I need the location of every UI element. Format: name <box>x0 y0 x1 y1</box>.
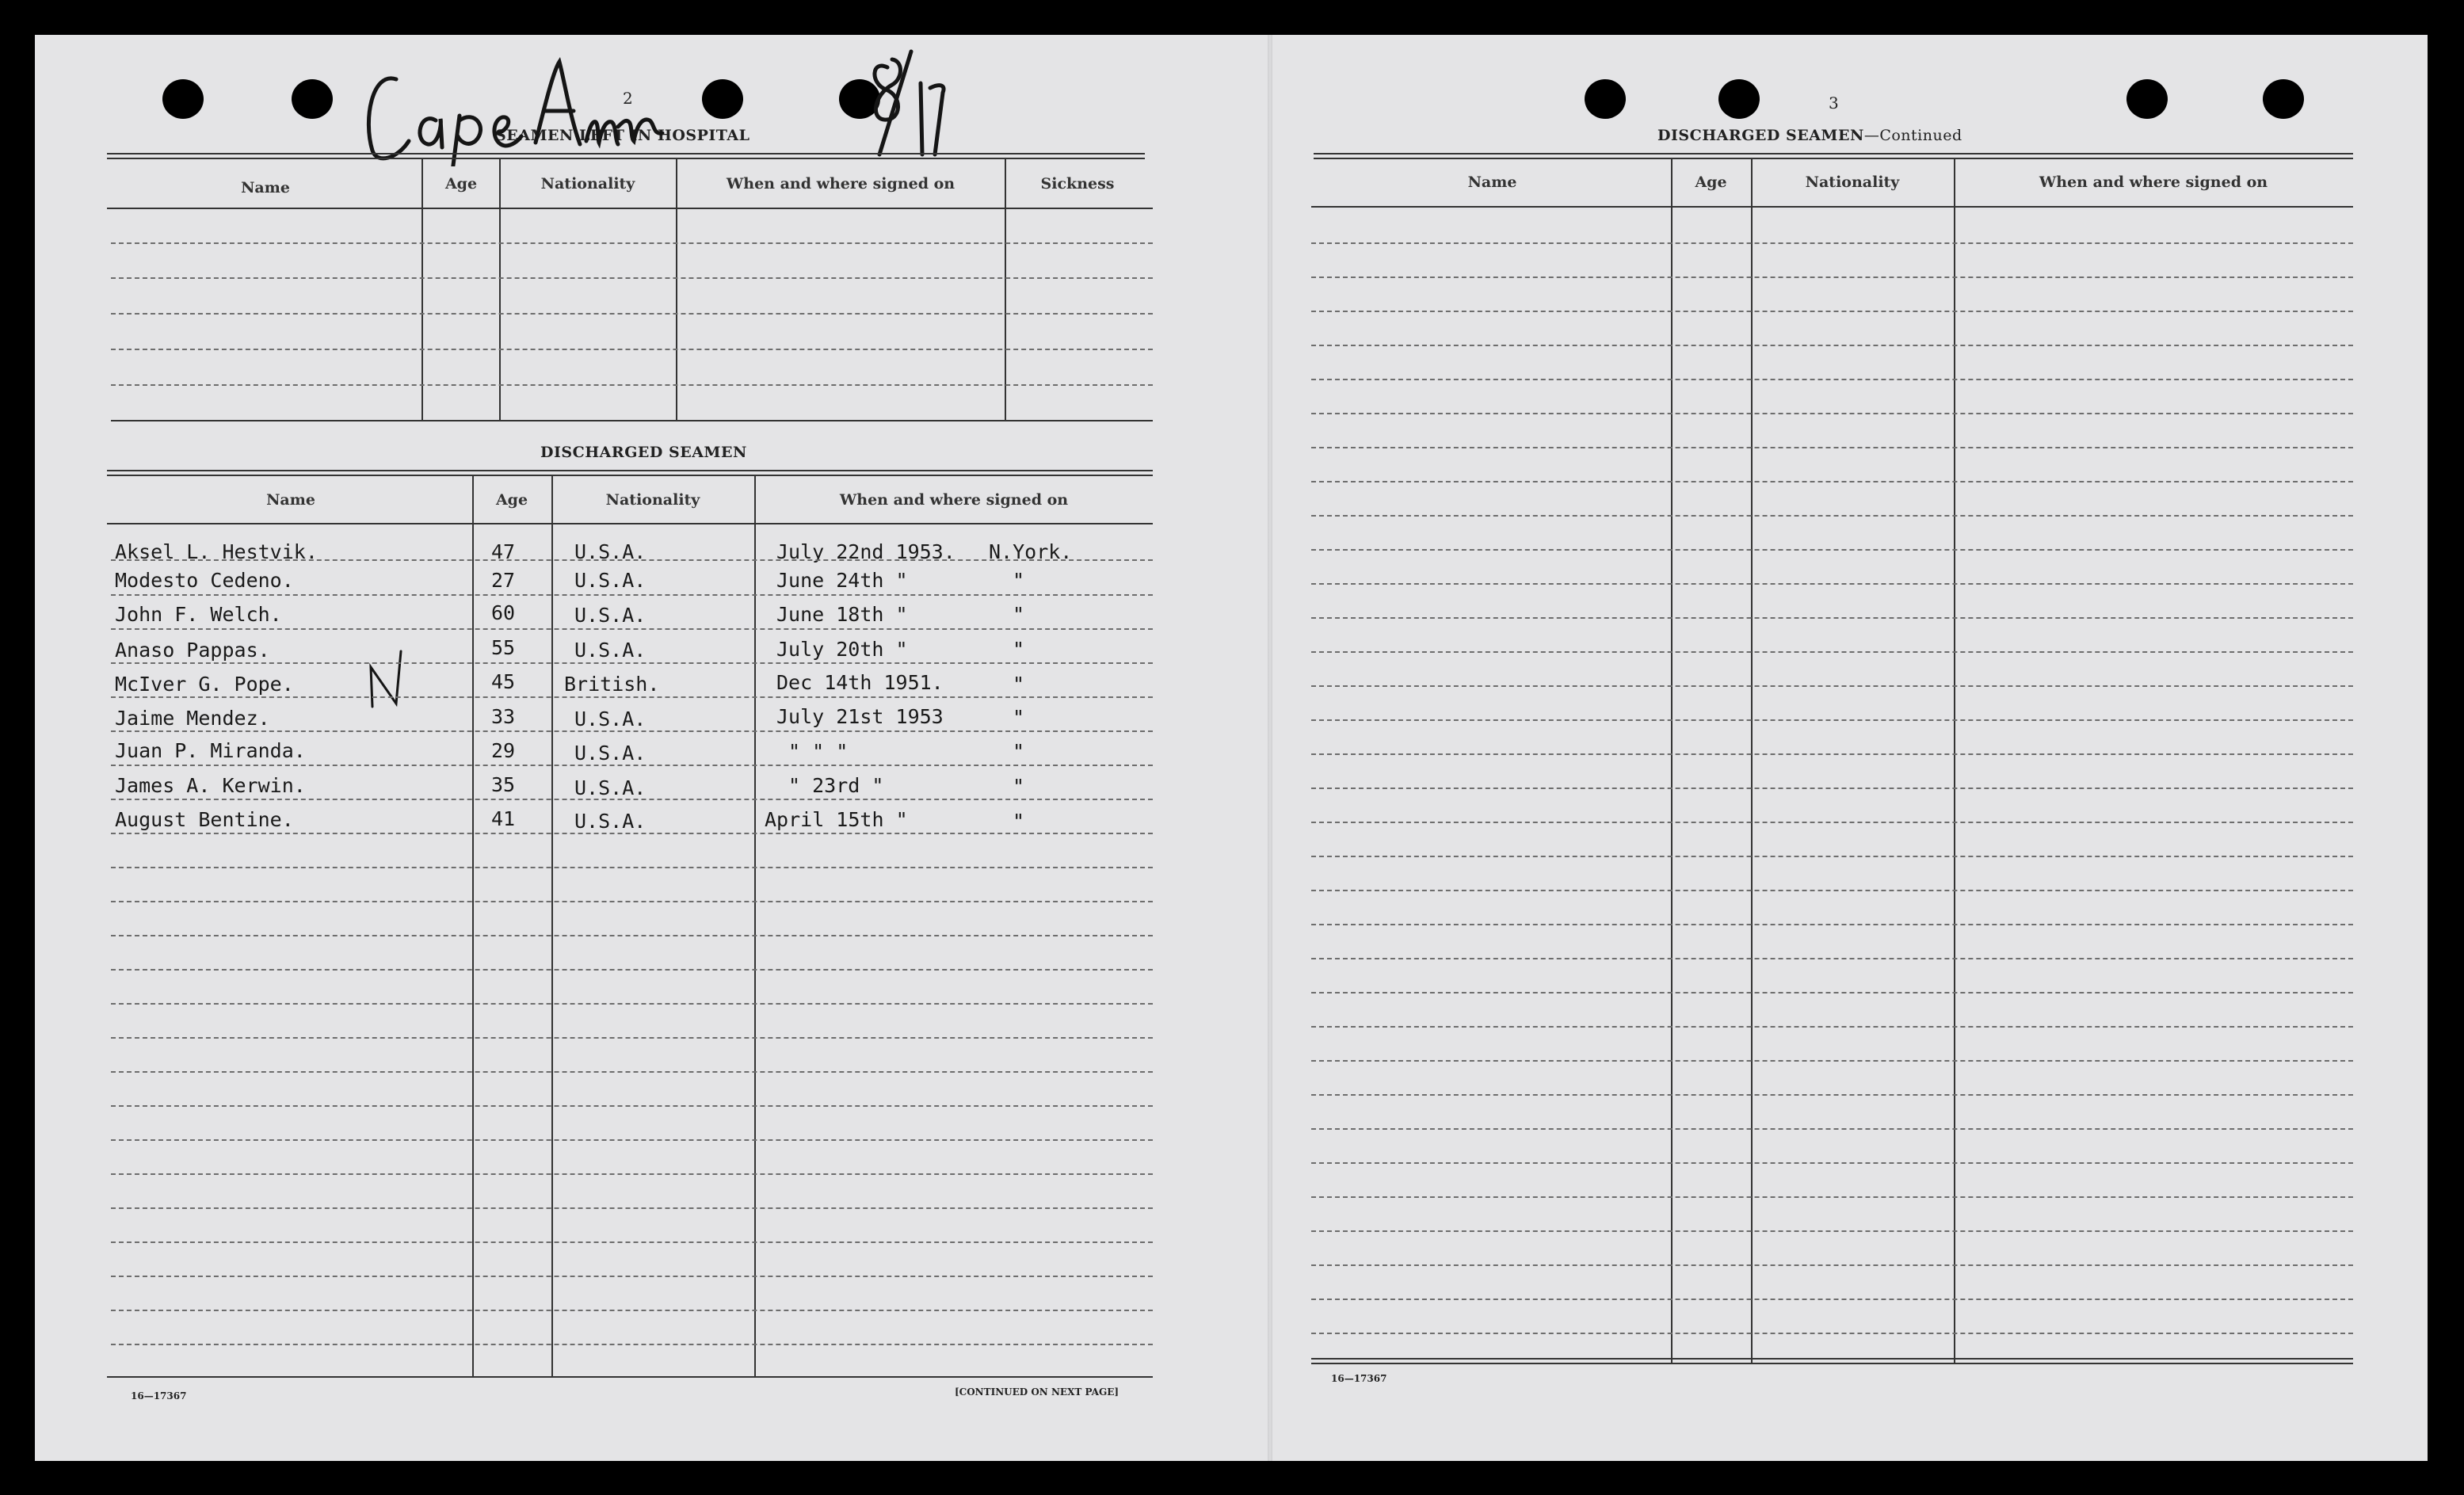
table-row-line <box>1311 1060 2353 1062</box>
discharged-header-nationality: Nationality <box>605 491 700 509</box>
table-row-line <box>111 1276 1153 1277</box>
right-table-bottom-rule <box>1311 1358 2353 1364</box>
hospital-table-bottom-rule <box>111 420 1153 421</box>
hospital-header-age: Age <box>444 175 478 193</box>
table-row-line <box>111 559 1153 561</box>
discharged-table-bottom-rule <box>107 1376 1153 1378</box>
punch-hole <box>162 79 204 119</box>
hospital-column-divider <box>421 158 423 420</box>
discharged-header-signed-on: When and where signed on <box>839 491 1069 509</box>
seaman-age: 29 <box>491 739 516 762</box>
hospital-row-line <box>111 384 1153 386</box>
table-row-line <box>111 1310 1153 1311</box>
right-header-rule <box>1311 206 2353 208</box>
seaman-nationality: U.S.A. <box>574 742 647 765</box>
seaman-signed-on-place: " <box>1013 706 1025 729</box>
seaman-signed-on-place: " <box>1013 740 1025 763</box>
seaman-signed-on-place: N.York. <box>989 540 1073 563</box>
seaman-signed-on-date: " 23rd " <box>788 774 884 797</box>
right-header-name: Name <box>1467 174 1517 191</box>
seaman-nationality: U.S.A. <box>574 639 647 662</box>
table-row-line <box>111 1003 1153 1005</box>
table-row-line <box>1311 788 2353 789</box>
table-row-line <box>1311 583 2353 585</box>
table-row-line <box>1311 1230 2353 1232</box>
right-column-divider <box>1954 158 1955 1363</box>
seaman-age: 35 <box>491 773 516 796</box>
table-row-line <box>1311 242 2353 244</box>
hospital-column-divider <box>499 158 501 420</box>
hospital-row-line <box>111 313 1153 315</box>
punch-hole <box>1718 79 1760 119</box>
discharged-header-name: Name <box>266 491 315 509</box>
punch-hole <box>2263 79 2304 119</box>
table-row-line <box>111 594 1153 596</box>
hospital-header-signed-on: When and where signed on <box>726 175 955 193</box>
seaman-age: 47 <box>491 540 516 563</box>
table-row-line <box>111 935 1153 936</box>
seaman-name: McIver G. Pope. <box>115 673 294 696</box>
seaman-nationality: U.S.A. <box>574 776 647 799</box>
hospital-column-divider <box>1005 158 1006 420</box>
table-row-line <box>1311 753 2353 755</box>
right-column-divider <box>1671 158 1673 1363</box>
table-row-line <box>111 1207 1153 1209</box>
table-row-line <box>1311 549 2353 551</box>
table-row-line <box>1311 481 2353 482</box>
table-row-line <box>1311 276 2353 278</box>
seaman-age: 33 <box>491 705 516 728</box>
seaman-signed-on-date: April 15th " <box>765 808 908 831</box>
seaman-name: Aksel L. Hestvik. <box>115 540 318 563</box>
table-row-line <box>111 799 1153 800</box>
table-row-line <box>1311 856 2353 857</box>
hospital-header-sickness: Sickness <box>1040 175 1115 193</box>
seaman-signed-on-place: " <box>1013 603 1025 626</box>
punch-hole <box>292 79 333 119</box>
table-row-line <box>1311 515 2353 517</box>
table-row-line <box>1311 1094 2353 1096</box>
table-row-line <box>111 867 1153 868</box>
seaman-signed-on-place: " <box>1013 775 1025 798</box>
handwritten-vessel-name <box>349 48 681 166</box>
table-row-line <box>111 765 1153 766</box>
punch-hole <box>2126 79 2168 119</box>
seaman-nationality: U.S.A. <box>574 707 647 730</box>
table-row-line <box>111 628 1153 630</box>
hospital-table-top-rule <box>107 153 1145 159</box>
handwritten-mark-n <box>364 643 412 715</box>
seaman-age: 60 <box>491 601 516 624</box>
table-row-line <box>111 1241 1153 1243</box>
seaman-signed-on-date: July 22nd 1953. <box>776 540 955 563</box>
hospital-header-rule <box>107 208 1153 209</box>
right-table-top-rule <box>1314 153 2353 159</box>
seaman-nationality: U.S.A. <box>574 569 647 592</box>
seaman-signed-on-place: " <box>1013 810 1025 833</box>
form-number: 16—17367 <box>131 1390 187 1402</box>
seaman-age: 45 <box>491 670 516 693</box>
seaman-signed-on-place: " <box>1013 638 1025 661</box>
seaman-name: Jaime Mendez. <box>115 707 270 730</box>
right-column-divider <box>1751 158 1753 1363</box>
seaman-signed-on-date: " " " <box>788 740 849 763</box>
table-row-line <box>111 969 1153 971</box>
seaman-signed-on-date: July 21st 1953 <box>776 705 944 728</box>
discharged-header-rule <box>107 523 1153 524</box>
table-row-line <box>1311 890 2353 891</box>
table-row-line <box>111 662 1153 664</box>
hospital-row-line <box>111 349 1153 350</box>
table-row-line <box>1311 924 2353 925</box>
seaman-nationality: U.S.A. <box>574 540 647 563</box>
table-row-line <box>111 833 1153 834</box>
seaman-age: 27 <box>491 569 516 592</box>
table-row-line <box>1311 822 2353 823</box>
table-row-line <box>1311 685 2353 687</box>
table-row-line <box>1311 345 2353 346</box>
table-row-line <box>1311 1196 2353 1198</box>
table-row-line <box>111 1173 1153 1175</box>
seaman-nationality: U.S.A. <box>574 604 647 627</box>
seaman-signed-on-date: July 20th " <box>776 638 908 661</box>
seaman-signed-on-place: " <box>1013 673 1025 696</box>
seaman-name: James A. Kerwin. <box>115 774 306 797</box>
right-header-signed-on: When and where signed on <box>2039 174 2268 191</box>
seaman-age: 55 <box>491 636 516 659</box>
seaman-name: Anaso Pappas. <box>115 639 270 662</box>
table-row-line <box>1311 1026 2353 1028</box>
hospital-section-title: SEAMEN LEFT IN HOSPITAL <box>495 127 750 144</box>
right-header-nationality: Nationality <box>1805 174 1900 191</box>
discharged-continued-title <box>1657 127 1962 144</box>
table-row-line <box>111 1037 1153 1039</box>
hospital-row-line <box>111 242 1153 244</box>
table-row-line <box>1311 1162 2353 1164</box>
table-row-line <box>1311 447 2353 448</box>
table-row-line <box>111 1344 1153 1345</box>
hospital-row-line <box>111 277 1153 279</box>
page-number: 3 <box>1829 93 1839 113</box>
table-row-line <box>1311 1333 2353 1334</box>
discharged-table-top-rule <box>107 470 1153 476</box>
table-row-line <box>1311 1299 2353 1300</box>
table-row-line <box>1311 719 2353 721</box>
discharged-section-title: DISCHARGED SEAMEN <box>540 444 747 461</box>
punch-hole <box>702 79 743 119</box>
seaman-age: 41 <box>491 807 516 830</box>
table-row-line <box>111 1105 1153 1107</box>
table-row-line <box>1311 617 2353 619</box>
seaman-name: August Bentine. <box>115 808 294 831</box>
title-continued: —Continued <box>1863 127 1962 144</box>
table-row-line <box>1311 311 2353 312</box>
table-row-line <box>1311 992 2353 993</box>
seaman-signed-on-date: Dec 14th 1951. <box>776 671 944 694</box>
document-page <box>35 35 2428 1461</box>
table-row-line <box>1311 379 2353 380</box>
continued-note: [CONTINUED ON NEXT PAGE] <box>955 1386 1119 1398</box>
table-row-line <box>111 1071 1153 1073</box>
hospital-header-nationality: Nationality <box>540 175 635 193</box>
table-row-line <box>1311 651 2353 653</box>
seaman-name: Juan P. Miranda. <box>115 739 306 762</box>
seaman-signed-on-date: June 18th " <box>776 603 908 626</box>
seaman-nationality: U.S.A. <box>574 810 647 833</box>
table-row-line <box>111 1139 1153 1141</box>
table-row-line <box>1311 1128 2353 1130</box>
page-gutter <box>1268 35 1272 1461</box>
table-row-line <box>1311 1264 2353 1266</box>
hospital-header-name: Name <box>241 179 290 196</box>
right-header-age: Age <box>1695 174 1727 191</box>
table-row-line <box>111 730 1153 732</box>
seaman-nationality: British. <box>564 673 660 696</box>
seaman-signed-on-place: " <box>1013 569 1025 592</box>
hospital-column-divider <box>676 158 677 420</box>
table-row-line <box>1311 958 2353 959</box>
page-number: 2 <box>623 89 633 108</box>
punch-hole <box>1585 79 1626 119</box>
table-row-line <box>1311 413 2353 414</box>
table-row-line <box>111 696 1153 698</box>
discharged-header-age: Age <box>495 491 528 509</box>
seaman-name: Modesto Cedeno. <box>115 569 294 592</box>
title-main: DISCHARGED SEAMEN <box>1657 127 1864 144</box>
form-number: 16—17367 <box>1331 1373 1387 1384</box>
handwritten-date-mark <box>864 44 959 162</box>
seaman-signed-on-date: June 24th " <box>776 569 908 592</box>
table-row-line <box>111 901 1153 902</box>
seaman-name: John F. Welch. <box>115 603 282 626</box>
